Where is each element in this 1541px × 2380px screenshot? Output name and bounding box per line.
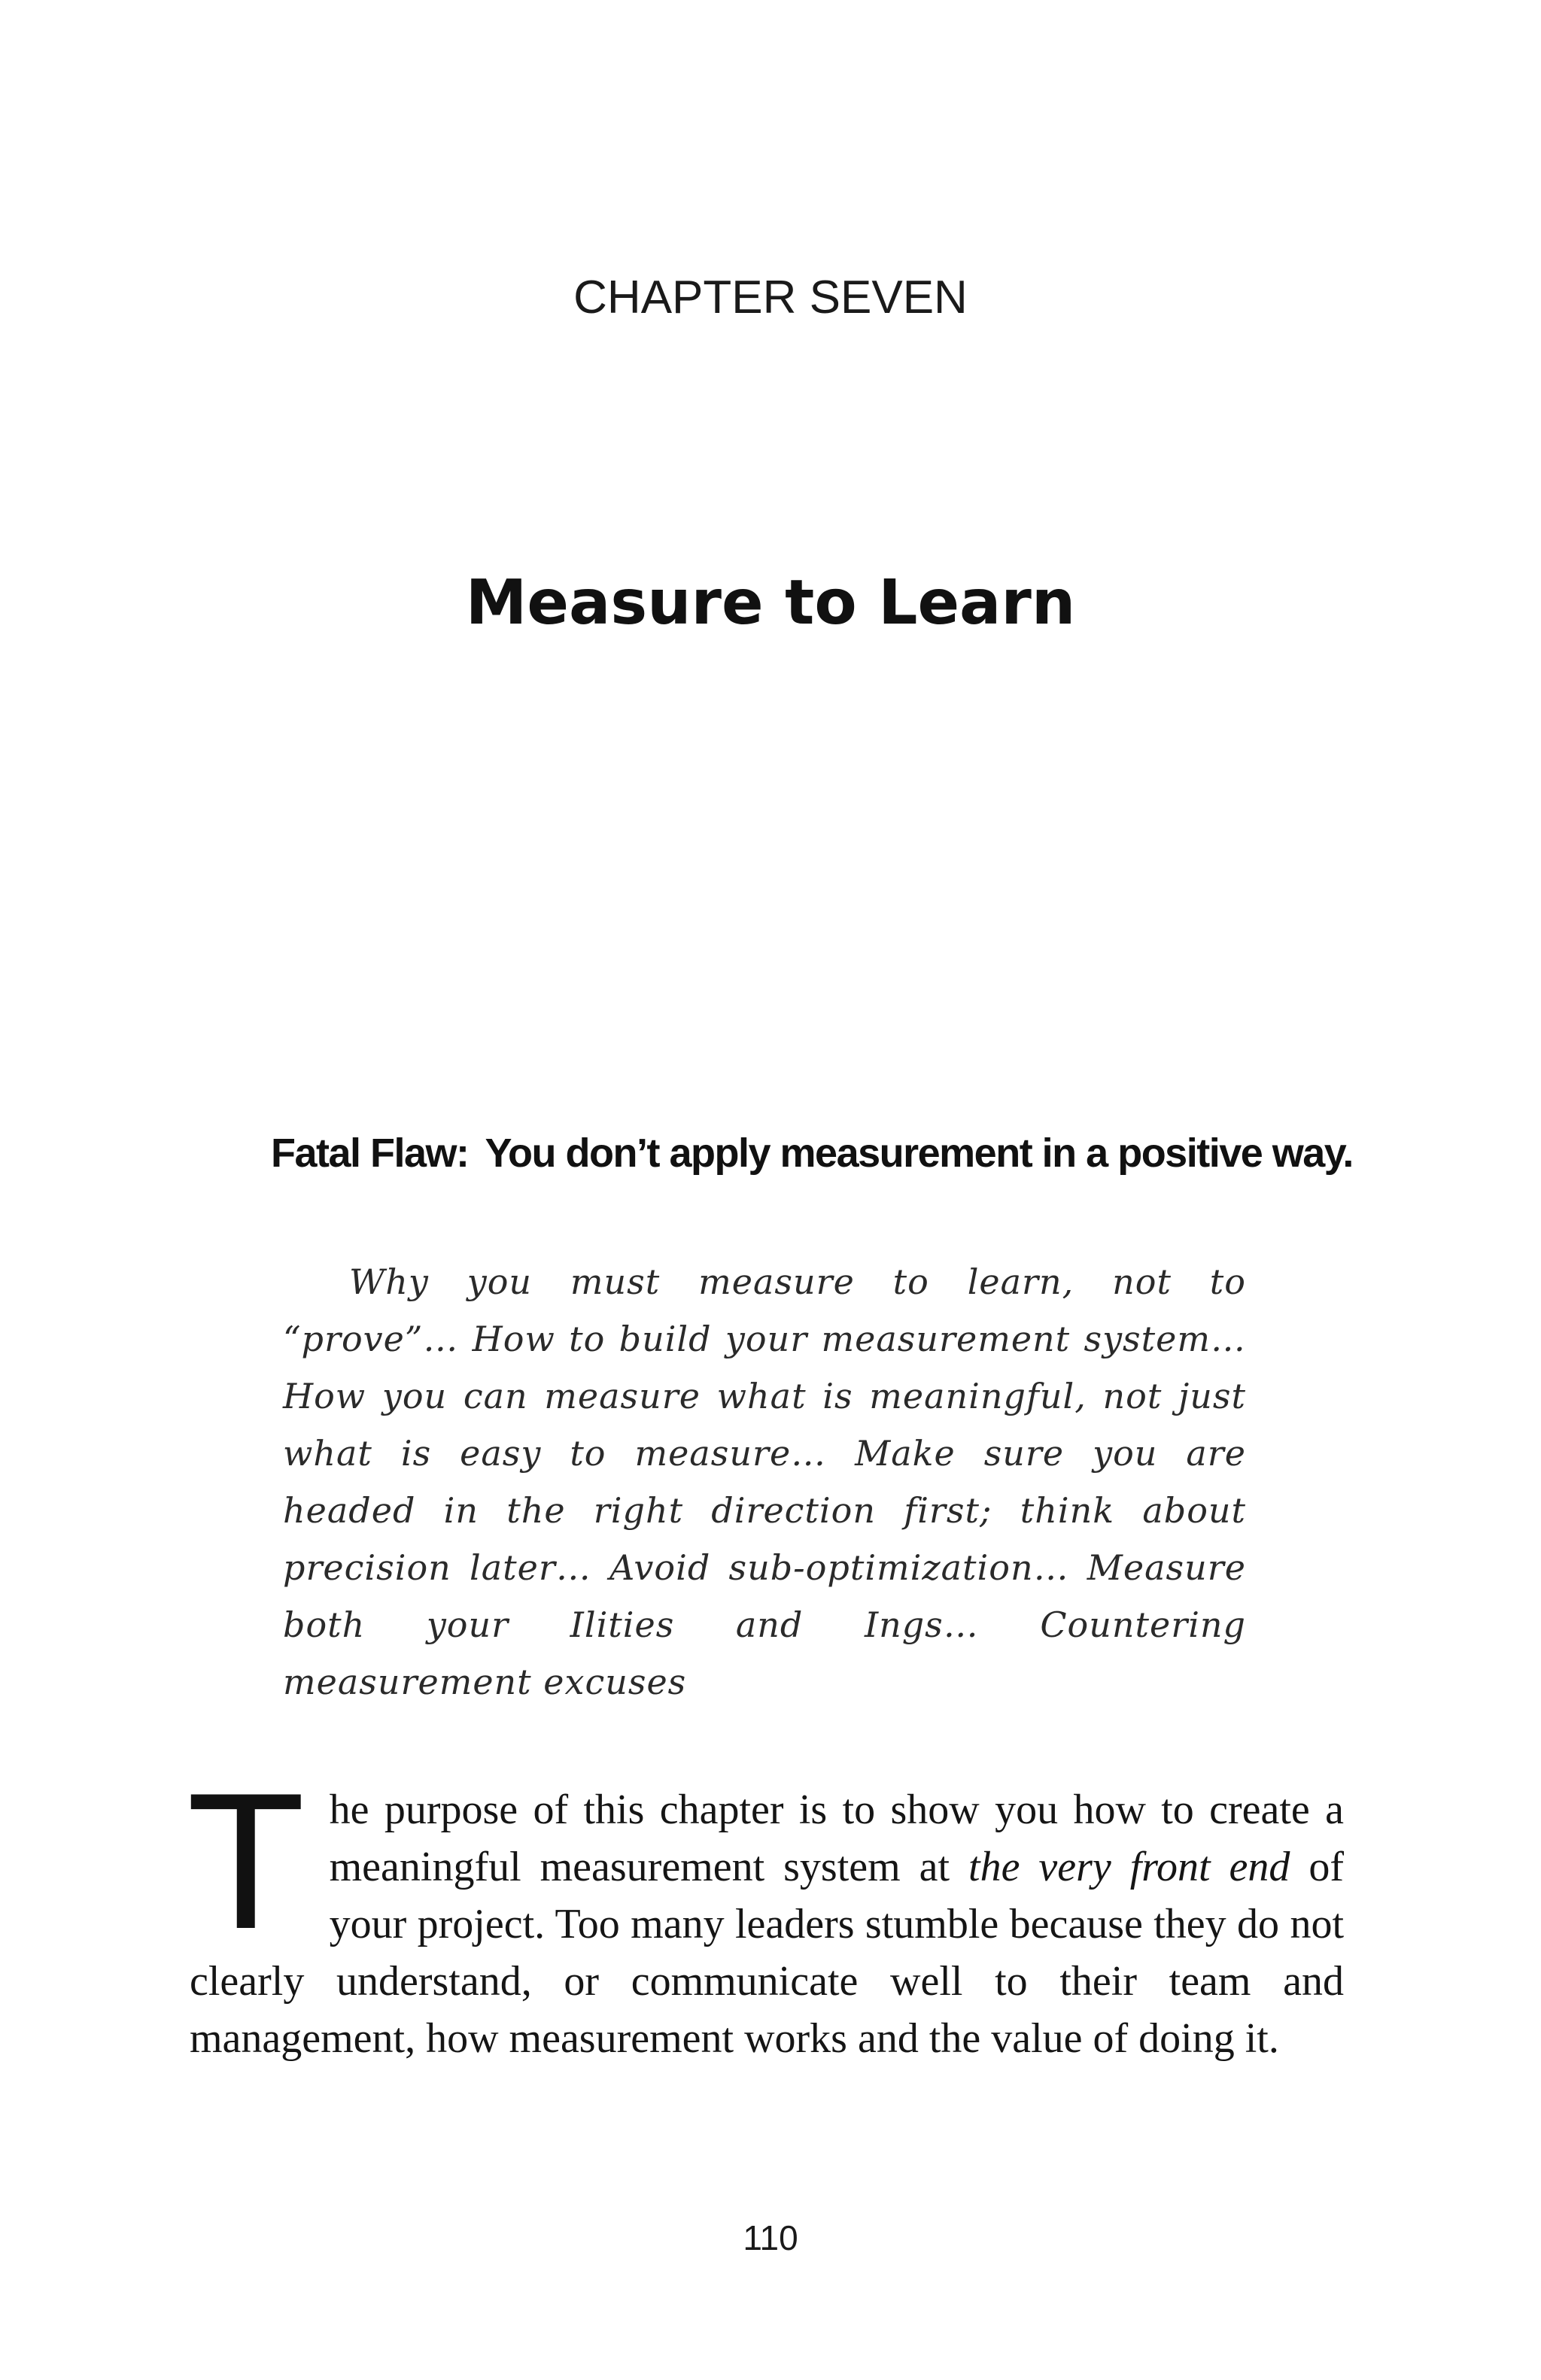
chapter-summary: Why you must measure to learn, not to “prove”… How to build your measurement system… How you can measure what is meaningful, not just what is easy to measure… Make sure you are headed in the right direction first; think about precision later… Avoid sub-optimization… Measure both your Ilities and Ings… Countering measurement excuses bbox=[283, 1261, 1246, 1702]
drop-cap-letter: T bbox=[187, 1752, 305, 1969]
body-text-start: he purpose of this chapter is to show you how to create a meaningful measurement system at bbox=[329, 1787, 1344, 1890]
fatal-flaw-label: Fatal Flaw: bbox=[271, 1131, 469, 1176]
chapter-title: Measure to Learn bbox=[465, 567, 1076, 639]
fatal-flaw-statement bbox=[271, 1130, 1353, 1176]
fatal-flaw-text: You don’t apply measurement in a positive way. bbox=[485, 1131, 1353, 1176]
page-number: 110 bbox=[743, 2218, 798, 2257]
chapter-number-label: CHAPTER SEVEN bbox=[573, 272, 968, 323]
body-text-emphasis: the very front end bbox=[968, 1844, 1290, 1890]
body-text-end: of your project. Too many leaders stumble because they do not clearly understand, or communicate well to their team and management, how measurement works and the value of doing it. bbox=[190, 1844, 1344, 2062]
body-paragraph bbox=[187, 1752, 1344, 2067]
